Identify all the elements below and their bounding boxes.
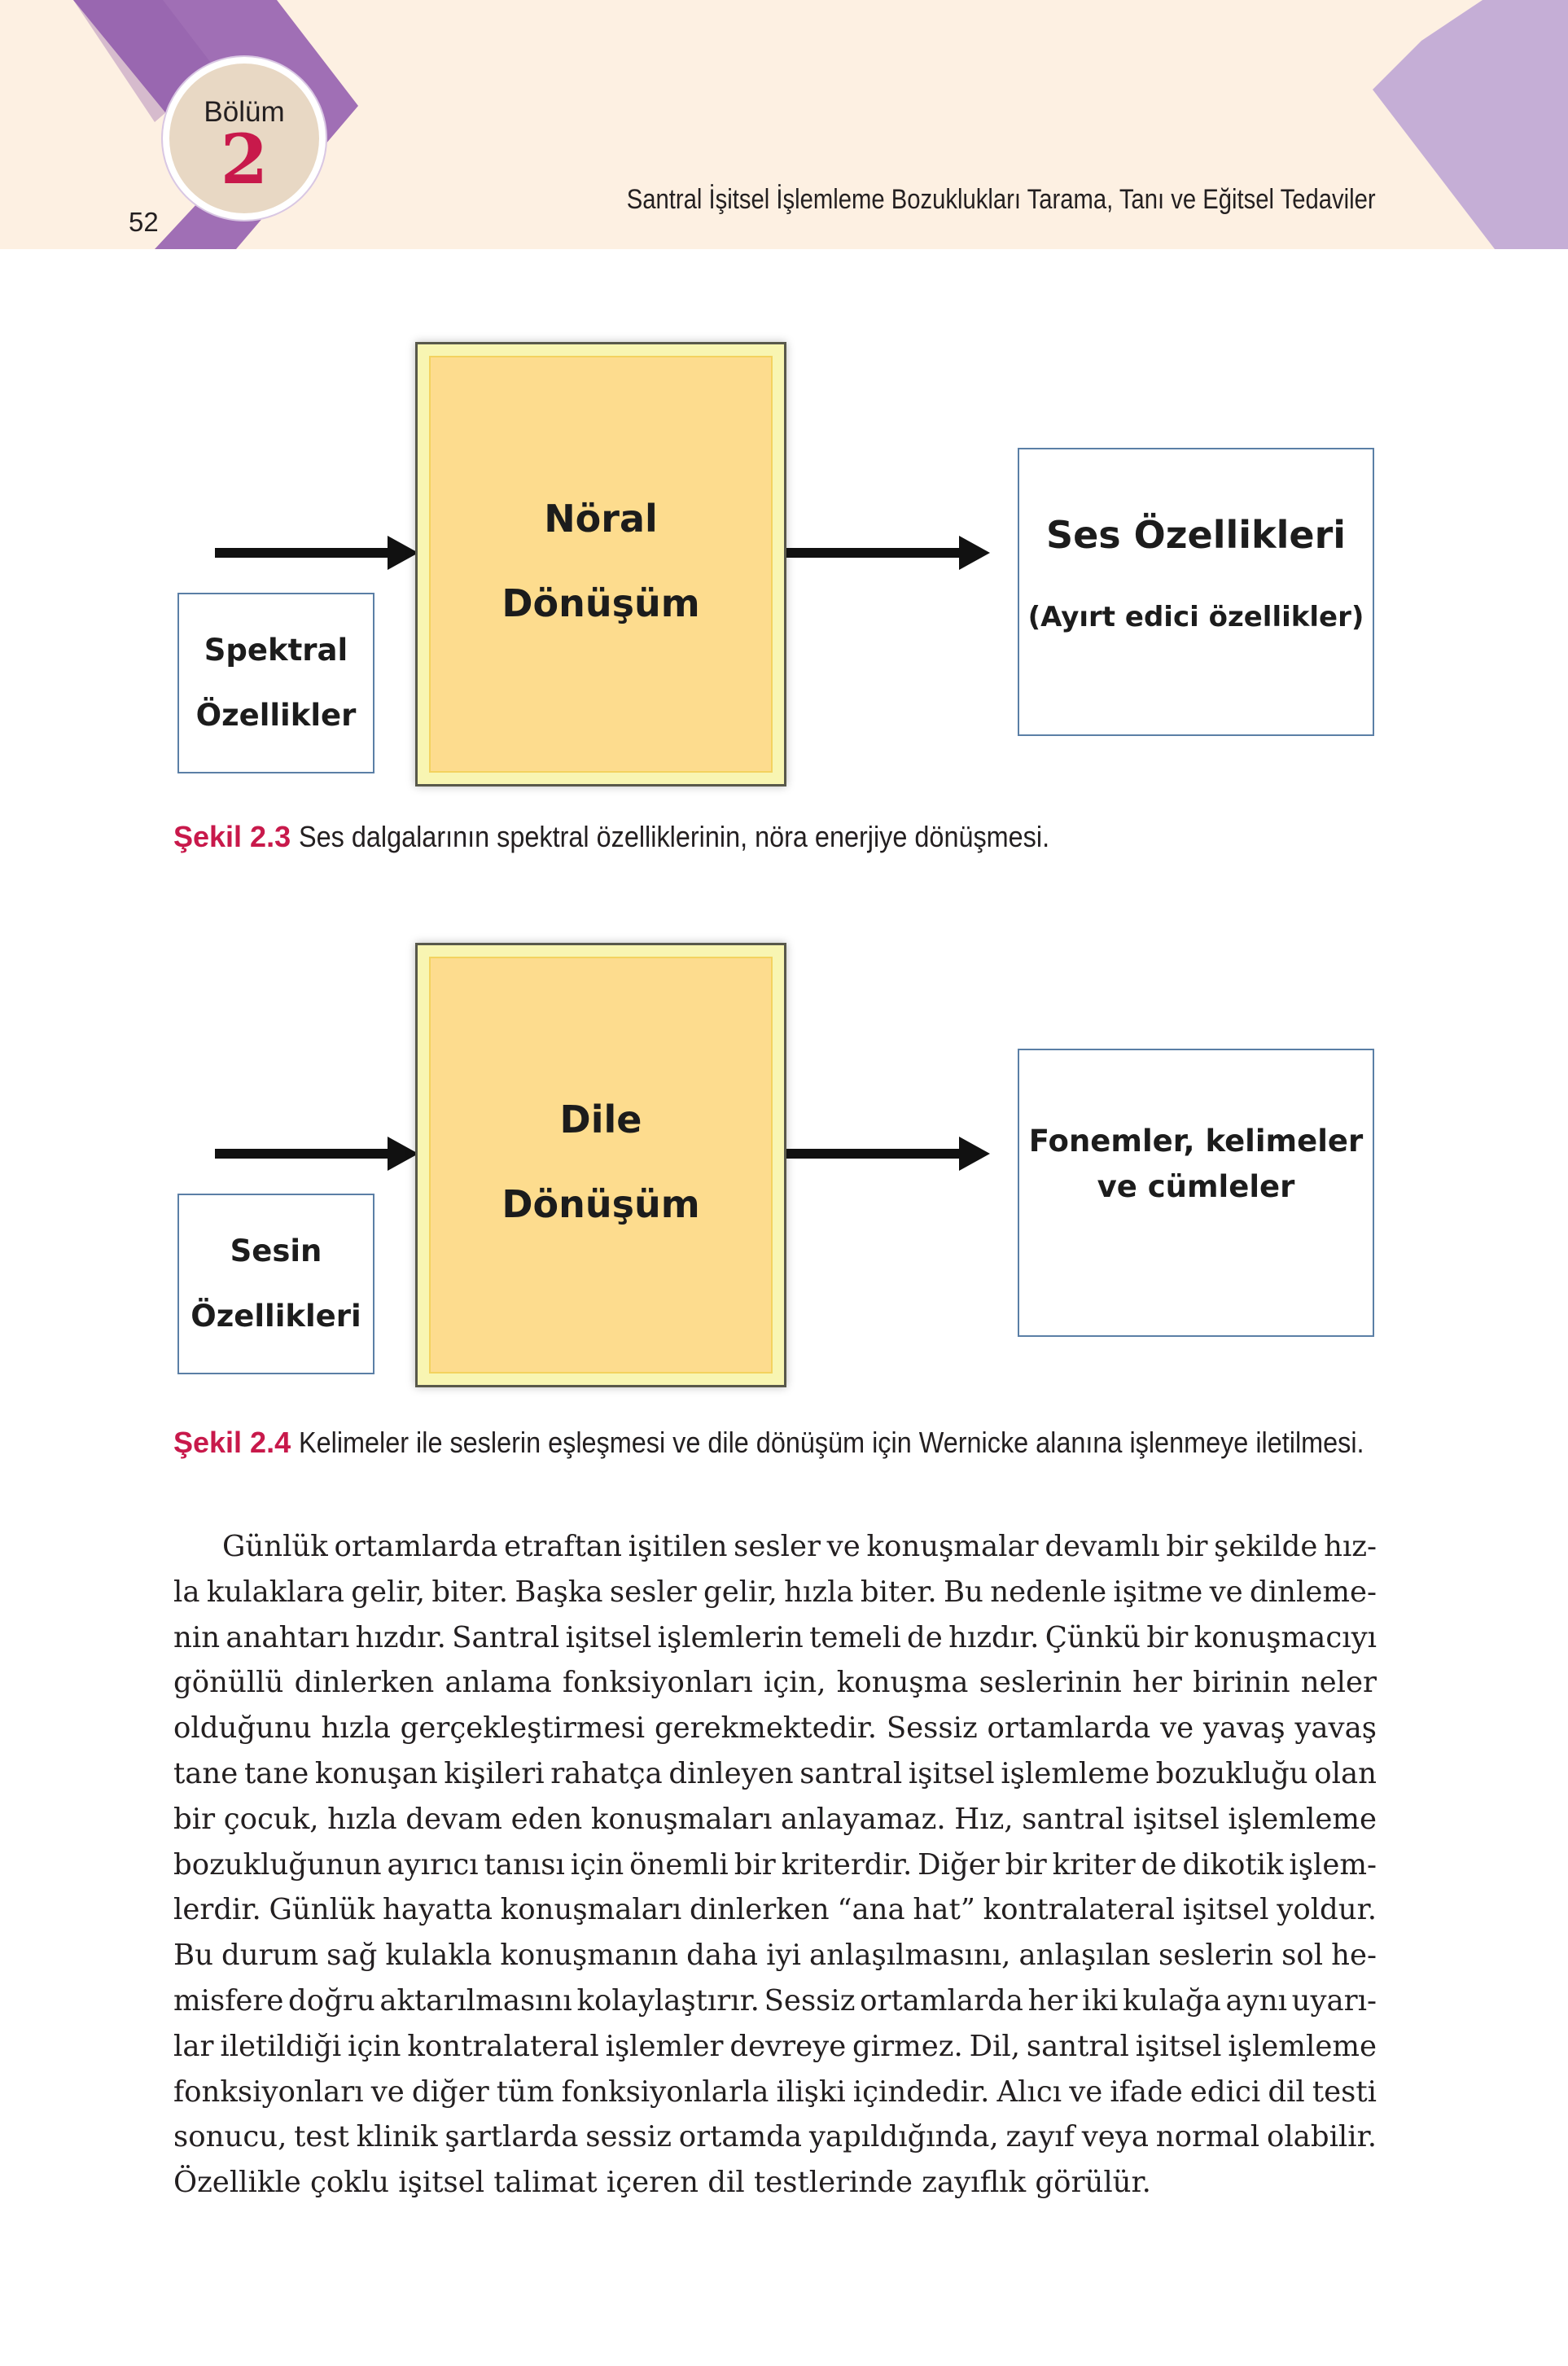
body-line: Bu durum sağ kulakla konuşmanın daha iyi anlaşılmasını, anlaşılan seslerin sol he-	[173, 1939, 1377, 1973]
body-line: olduğunu hızla gerçekleştirmesi gerekmektedir. Sessiz ortamlarda ve yavaş yavaş	[173, 1711, 1377, 1746]
caption-text: Ses dalgalarının spektral özelliklerinin, nöra enerjiye dönüşmesi.	[299, 820, 1050, 853]
arrow-right-icon	[786, 1130, 990, 1179]
input-line: Özellikler	[195, 698, 357, 733]
figure-2-3-diagram	[155, 334, 1417, 822]
body-line: Günlük ortamlarda etraftan işitilen sesler ve konuşmalar devamlı bir şekilde hız-	[222, 1530, 1377, 1563]
page-header	[0, 0, 1568, 249]
body-paragraph	[173, 1524, 1377, 2206]
body-line: fonksiyonları ve diğer tüm fonksiyonlarla ilişki içindedir. Alıcı ve ifade edici dil testi	[173, 2075, 1377, 2109]
arrow-right-icon	[786, 529, 990, 578]
body-line: sonucu, test klinik şartlarda sessiz ortamda yapıldığında, zayıf veya normal olabilir.	[173, 2120, 1377, 2154]
process-line: Nöral	[544, 497, 658, 541]
output-box	[1018, 1049, 1374, 1337]
body-line: gönüllü dinlerken anlama fonksiyonları için, konuşma seslerinin her birinin neler	[173, 1666, 1377, 1700]
body-line: bir çocuk, hızla devam eden konuşmaları anlayamaz. Hız, santral işitsel işlemleme	[173, 1802, 1377, 1836]
caption-number: Şekil 2.4	[173, 1426, 291, 1459]
header-corner-shape	[1373, 0, 1568, 249]
caption-text: Kelimeler ile seslerin eşleşmesi ve dile dönüşüm için Wernicke alanına işlenmeye iletilmesi.	[299, 1426, 1364, 1459]
output-box	[1018, 448, 1374, 736]
output-line: Fonemler, kelimeler	[1028, 1124, 1364, 1159]
chapter-number: 2	[220, 119, 269, 199]
output-title: Ses Özellikleri	[1045, 513, 1347, 557]
input-box	[177, 1194, 374, 1374]
process-line: Dönüşüm	[501, 581, 700, 625]
body-line: tane tane konuşan kişileri rahatça dinleyen santral işitsel işlemleme bozukluğu olan	[173, 1756, 1377, 1790]
process-line: Dönüşüm	[501, 1182, 700, 1226]
process-box	[415, 342, 786, 786]
process-line: Dile	[559, 1098, 642, 1141]
figure-caption	[173, 1426, 1483, 1460]
figure-caption	[173, 820, 1133, 854]
process-box	[415, 943, 786, 1387]
body-line: lerdir. Günlük hayatta konuşmaları dinlerken “ana hat” kontralateral işitsel yoldur.	[173, 1893, 1377, 1927]
body-line: la kulaklara gelir, biter. Başka sesler gelir, hızla biter. Bu nedenle işitme ve dinleme-	[173, 1575, 1377, 1609]
page-number: 52	[129, 207, 159, 237]
input-line: Özellikleri	[191, 1299, 361, 1334]
output-subtitle: (Ayırt edici özellikler)	[1027, 601, 1364, 633]
body-line: nin anahtarı hızdır. Santral işitsel işlemlerin temeli de hızdır. Çünkü bir konuşmacıyı	[173, 1620, 1377, 1654]
caption-number: Şekil 2.3	[173, 820, 291, 853]
output-line: ve cümleler	[1097, 1169, 1295, 1204]
input-box	[177, 593, 374, 773]
body-line: lar iletildiği için kontralateral işlemler devreye girmez. Dil, santral işitsel işlemleme	[173, 2029, 1377, 2063]
running-title: Santral İşitsel İşlemleme Bozuklukları Tarama, Tanı ve Eğitsel Tedaviler	[627, 184, 1376, 215]
body-line: misfere doğru aktarılmasını kolaylaştırır. Sessiz ortamlarda her iki kulağa aynı uyarı-	[173, 1983, 1377, 2018]
input-line: Spektral	[204, 633, 348, 668]
process-box-inner	[429, 957, 773, 1374]
body-line: Özellikle çoklu işitsel talimat içeren dil testlerinde zayıflık görülür.	[173, 2166, 1151, 2200]
process-box-inner	[429, 356, 773, 773]
figure-2-4-diagram	[155, 935, 1417, 1423]
body-line: bozukluğunun ayırıcı tanısı için önemli bir kriterdir. Diğer bir kriter de dikotik işlem-	[173, 1847, 1377, 1882]
input-line: Sesin	[230, 1233, 322, 1268]
arrow-right-icon	[215, 529, 418, 578]
chapter-label: Bölüm	[204, 96, 285, 128]
chapter-badge	[163, 57, 326, 220]
arrow-right-icon	[215, 1130, 418, 1179]
